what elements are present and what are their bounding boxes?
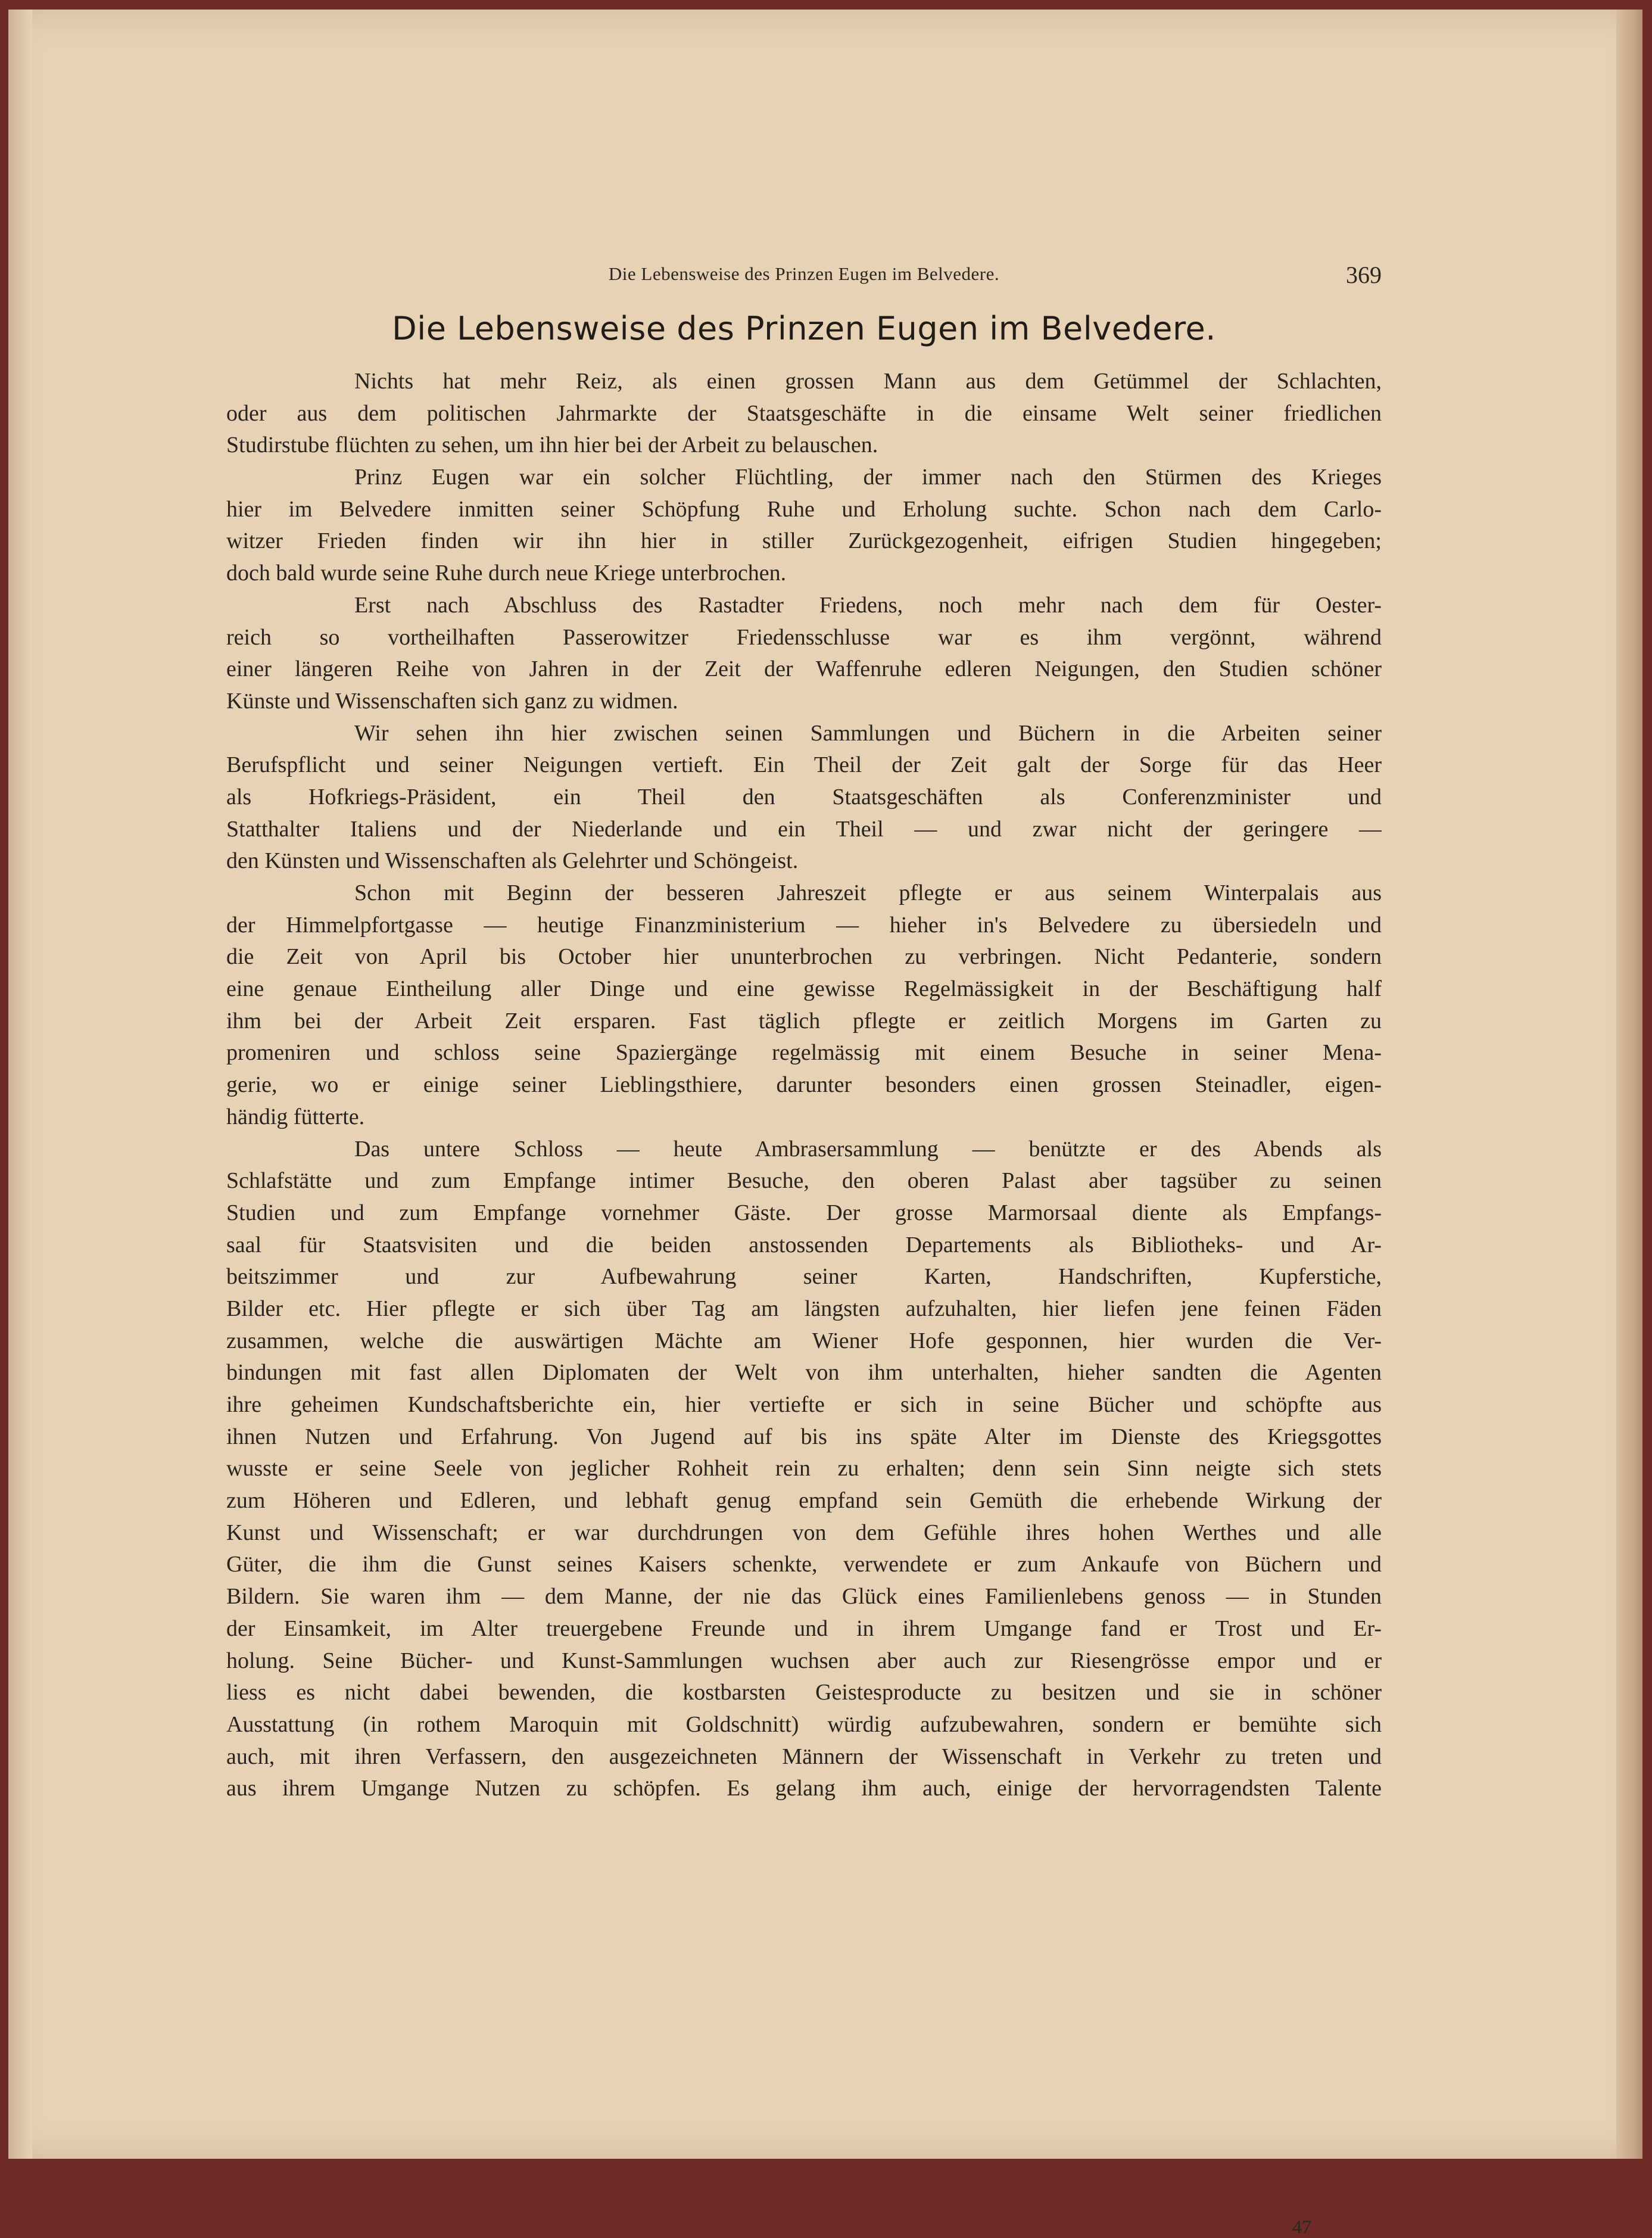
text-line: bindungen mit fast allen Diplomaten der Welt von ihm unterhalten, hieher sandten die Agenten [226,1360,1382,1386]
text-line: Bilder etc. Hier pflegte er sich über Tag am längsten aufzuhalten, hier liefen jene feinen Fäden [226,1296,1382,1321]
text-line: Prinz Eugen war ein solcher Flüchtling, der immer nach den Stürmen des Krieges [354,465,1382,490]
text-line: saal für Staatsvisiten und die beiden anstossenden Departements als Bibliotheks- und Ar- [226,1232,1382,1257]
text-line: doch bald wurde seine Ruhe durch neue Kriege unterbrochen. [226,561,787,586]
text-line: Wir sehen ihn hier zwischen seinen Sammlungen und Büchern in die Arbeiten seiner [354,720,1382,746]
text-line: der Himmelpfortgasse — heutige Finanzministerium — hieher in's Belvedere zu übersiedeln und [226,912,1382,938]
text-line: reich so vortheilhaften Passerowitzer Friedensschlusse war es ihm vergönnt, während [226,624,1382,650]
text-line: aus ihrem Umgange Nutzen zu schöpfen. Es gelang ihm auch, einige der hervorragendsten Talente [226,1776,1382,1801]
text-line: Statthalter Italiens und der Niederlande und ein Theil — und zwar nicht der geringere — [226,816,1382,842]
signature-mark: 47 [1292,2216,1311,2237]
text-line: Kunst und Wissenschaft; er war durchdrungen von dem Gefühle ihres hohen Werthes und alle [226,1520,1382,1545]
text-line: Das untere Schloss — heute Ambrasersammlung — benützte er des Abends als [354,1136,1382,1162]
text-line: Ausstattung (in rothem Maroquin mit Goldschnitt) würdig aufzubewahren, sondern er bemühte sich [226,1711,1382,1737]
text-line: Güter, die ihm die Gunst seines Kaisers schenkte, verwendete er zum Ankaufe von Büchern und [226,1552,1382,1577]
text-line: auch, mit ihren Verfassern, den ausgezeichneten Männern der Wissenschaft in Verkehr zu treten und [226,1744,1382,1769]
article-body [226,366,1382,1805]
text-line: der Einsamkeit, im Alter treuergebene Freunde und in ihrem Umgange fand er Trost und Er- [226,1616,1382,1641]
text-line: Berufspflicht und seiner Neigungen vertieft. Ein Theil der Zeit galt der Sorge für das Heer [226,752,1382,778]
page-number: 369 [1346,262,1382,288]
text-line: eine genaue Eintheilung aller Dinge und eine gewisse Regelmässigkeit in der Beschäftigung half [226,976,1382,1002]
text-line: liess es nicht dabei bewenden, die kostbarsten Geistesproducte zu besitzen und sie in schöner [226,1680,1382,1705]
article-heading: Die Lebensweise des Prinzen Eugen im Belvedere. [392,310,1216,347]
text-line: den Künsten und Wissenschaften als Gelehrter und Schöngeist. [226,848,799,874]
text-line: die Zeit von April bis October hier ununterbrochen zu verbringen. Nicht Pedanterie, sondern [226,944,1382,970]
text-line: Künste und Wissenschaften sich ganz zu widmen. [226,688,678,714]
text-line: holung. Seine Bücher- und Kunst-Sammlungen wuchsen aber auch zur Riesengrösse empor und er [226,1648,1382,1673]
text-line: Bildern. Sie waren ihm — dem Manne, der nie das Glück eines Familienlebens genoss — in Stunden [226,1584,1382,1610]
text-line: hier im Belvedere inmitten seiner Schöpfung Ruhe und Erholung suchte. Schon nach dem Carlo- [226,496,1382,522]
text-line: Schon mit Beginn der besseren Jahreszeit pflegte er aus seinem Winterpalais aus [354,880,1382,905]
text-line: Nichts hat mehr Reiz, als einen grossen Mann aus dem Getümmel der Schlachten, [354,369,1382,394]
text-line: beitszimmer und zur Aufbewahrung seiner Karten, Handschriften, Kupferstiche, [226,1264,1382,1290]
text-line: Studien und zum Empfange vornehmer Gäste. Der grosse Marmorsaal diente als Empfangs- [226,1200,1382,1225]
text-line: ihre geheimen Kundschaftsberichte ein, hier vertiefte er sich in seine Bücher und schöpfte aus [226,1392,1382,1417]
text-line: als Hofkriegs-Präsident, ein Theil den Staatsgeschäften als Conferenzminister und [226,784,1382,810]
text-line: Erst nach Abschluss des Rastadter Friedens, noch mehr nach dem für Oester- [354,592,1382,618]
text-line: witzer Frieden finden wir ihn hier in stiller Zurückgezogenheit, eifrigen Studien hingegeben; [226,528,1382,554]
page-gutter-shadow [8,10,32,2159]
text-line: einer längeren Reihe von Jahren in der Zeit der Waffenruhe edleren Neigungen, den Studien schöner [226,656,1382,682]
text-line: oder aus dem politischen Jahrmarkte der Staatsgeschäfte in die einsame Welt seiner friedlichen [226,400,1382,426]
page-edge [1616,10,1642,2159]
text-line: händig fütterte. [226,1104,365,1129]
running-head-title: Die Lebensweise des Prinzen Eugen im Belvedere. [608,263,1000,284]
text-line: wusste er seine Seele von jeglicher Rohheit rein zu erhalten; denn sein Sinn neigte sich stets [226,1456,1382,1481]
text-line: zum Höheren und Edleren, und lebhaft genug empfand sein Gemüth die erhebende Wirkung der [226,1488,1382,1514]
text-line: ihnen Nutzen und Erfahrung. Von Jugend auf bis ins späte Alter im Dienste des Kriegsgottes [226,1424,1382,1449]
text-line: promeniren und schloss seine Spaziergänge regelmässig mit einem Besuche in seiner Mena- [226,1040,1382,1066]
running-head [226,261,1382,291]
text-line: gerie, wo er einige seiner Lieblingsthiere, darunter besonders einen grossen Steinadler, eigen- [226,1072,1382,1098]
text-line: Studirstube flüchten zu sehen, um ihn hier bei der Arbeit zu belauschen. [226,432,878,458]
text-line: Schlafstätte und zum Empfange intimer Besuche, den oberen Palast aber tagsüber zu seinen [226,1168,1382,1194]
text-line: ihm bei der Arbeit Zeit ersparen. Fast täglich pflegte er zeitlich Morgens im Garten zu [226,1008,1382,1034]
text-line: zusammen, welche die auswärtigen Mächte am Wiener Hofe gesponnen, hier wurden die Ver- [226,1328,1382,1353]
